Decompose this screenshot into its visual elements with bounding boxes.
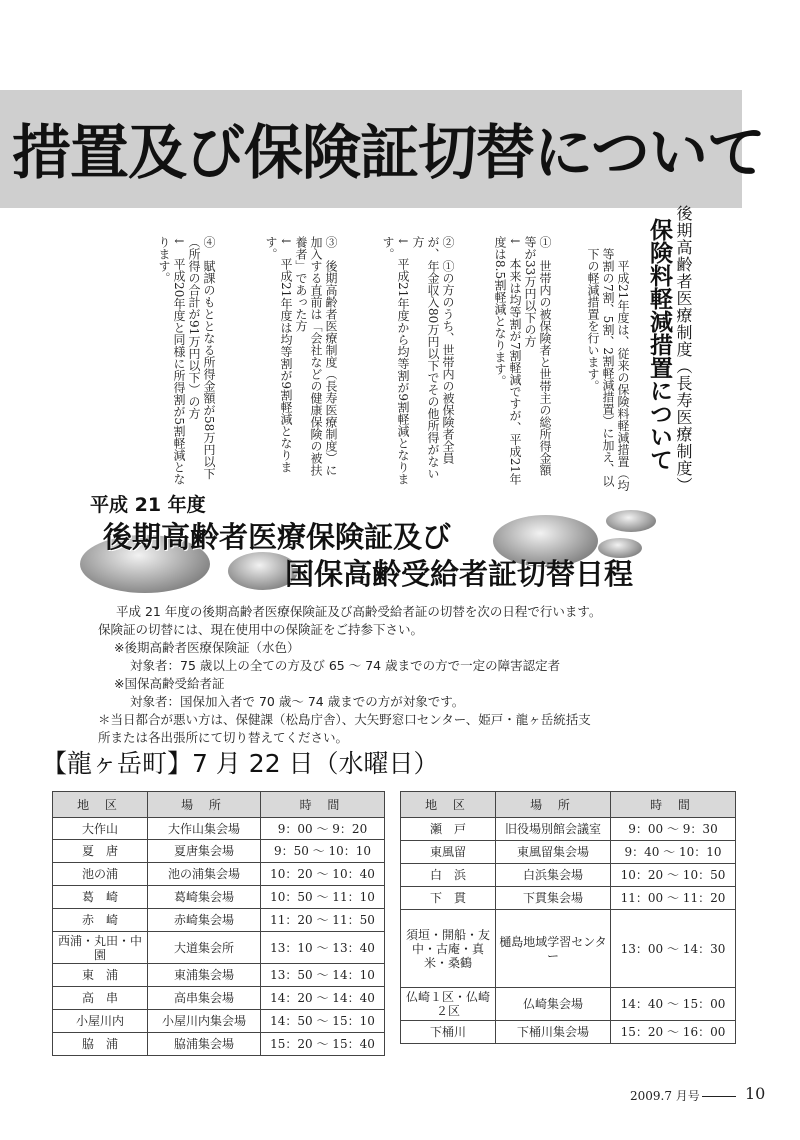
place-cell: 夏唐集会場 (148, 840, 261, 863)
time-cell: 10：50 ～ 11：10 (261, 886, 385, 909)
footer-rule (702, 1096, 736, 1097)
place-cell: 高串集会場 (148, 987, 261, 1010)
area-cell: 葛 崎 (53, 886, 148, 909)
time-cell: 13：00 ～ 14：30 (611, 910, 736, 988)
header-place: 場 所 (496, 792, 611, 818)
intro-line: 保険証の切替には、現在使用中の保険証をご持参下さい。 (98, 622, 424, 637)
area-cell: 西浦・丸田・中園 (53, 932, 148, 964)
intro-line: ※国保高齢受給者証 (114, 676, 225, 691)
place-cell: 下桶川集会場 (496, 1021, 611, 1044)
place-cell: 仏崎集会場 (496, 988, 611, 1021)
place-cell: 大道集会所 (148, 932, 261, 964)
table-row (53, 1033, 385, 1056)
table-body (401, 818, 736, 1044)
table-row (401, 1021, 736, 1044)
table-row (53, 987, 385, 1010)
time-cell: 14：20 ～ 14：40 (261, 987, 385, 1010)
time-cell: 10：20 ～ 10：50 (611, 864, 736, 887)
table-row (401, 988, 736, 1021)
reduction-item-3: ③ 後期高齢者医療制度（長寿医療制度）に加入する直前は「会社などの健康保険の被扶養者」であった方 ↓ 平成21年度は均等割が9割軽減となります。 (264, 236, 338, 476)
time-cell: 11：20 ～ 11：50 (261, 909, 385, 932)
schedule-table-right (400, 791, 736, 1044)
page-number: 10 (745, 1084, 766, 1103)
table-row (401, 864, 736, 887)
area-cell: 脇 浦 (53, 1033, 148, 1056)
area-cell: 須垣・開船・友中・古庵・真米・桑鶴 (401, 910, 496, 988)
table-row (53, 909, 385, 932)
place-cell: 下貫集会場 (496, 887, 611, 910)
time-cell: 10：20 ～ 10：40 (261, 863, 385, 886)
place-cell: 樋島地域学習センター (496, 910, 611, 988)
section-heading-sub: 後期高齢者医療制度（長寿医療制度） (674, 205, 693, 494)
area-cell: 東 浦 (53, 964, 148, 987)
area-cell: 仏崎１区・仏崎２区 (401, 988, 496, 1021)
table-row (53, 964, 385, 987)
intro-line: 対象者：国保加入者で 70 歳～ 74 歳までの方が対象です。 (130, 694, 465, 709)
place-cell: 大作山集会場 (148, 818, 261, 840)
place-cell: 旧役場別館会議室 (496, 818, 611, 841)
time-cell: 9：40 ～ 10：10 (611, 841, 736, 864)
place-cell: 赤崎集会場 (148, 909, 261, 932)
time-cell: 11：00 ～ 11：20 (611, 887, 736, 910)
table-row (401, 818, 736, 841)
place-cell: 東浦集会場 (148, 964, 261, 987)
intro-line: ※後期高齢者医療保険証（水色） (114, 640, 300, 655)
reduction-item-2: ② ①の方のうち、世帯内の被保険者全員が、年金収入80万円以下でその他所得がない方 ↓ 平成21年度から均等割が9割軽減となります。 (381, 236, 455, 485)
time-cell: 9：00 ～ 9：30 (611, 818, 736, 841)
time-cell: 15：20 ～ 16：00 (611, 1021, 736, 1044)
header-time: 時 間 (261, 792, 385, 818)
decor-ellipse (606, 510, 656, 532)
table-row (53, 1010, 385, 1033)
schedule-title-line-2: 国保高齢受給者証切替日程 (285, 557, 634, 591)
place-cell: 葛崎集会場 (148, 886, 261, 909)
intro-line: 平成 21 年度の後期高齢者医療保険証及び高齢受給者証の切替を次の日程で行います。 (116, 604, 602, 619)
intro-line: 所または各出張所にて切り替えてください。 (98, 730, 349, 745)
section-intro: 平成21年度は、従来の保険料軽減措置（均等割の7割、5割、2割軽減措置）に加え、以下の軽減措置を行います。 (586, 248, 630, 492)
page-title: 措置及び保険証切替について (12, 118, 765, 187)
reduction-item-1: ① 世帯内の被保険者と世帯主の総所得金額等が33万円以下の方 ↓ 本来は均等割が7割軽減ですが、平成21年度は8.5割軽減となります。 (493, 236, 552, 485)
area-cell: 下 貫 (401, 887, 496, 910)
schedule-intro (100, 603, 601, 747)
time-cell: 14：40 ～ 15：00 (611, 988, 736, 1021)
town-heading: 【龍ヶ岳町】7 月 22 日（水曜日） (42, 749, 439, 778)
schedule-table-left (52, 791, 385, 1056)
area-cell: 大作山 (53, 818, 148, 840)
table-row (401, 887, 736, 910)
header-area: 地 区 (53, 792, 148, 818)
table-body (53, 818, 385, 1056)
table-row (53, 932, 385, 964)
place-cell: 白浜集会場 (496, 864, 611, 887)
intro-line: 対象者：75 歳以上の全ての方及び 65 ～ 74 歳までの方で一定の障害認定者 (130, 658, 561, 673)
header-time: 時 間 (611, 792, 736, 818)
table-row (53, 886, 385, 909)
area-cell: 夏 唐 (53, 840, 148, 863)
time-cell: 13：50 ～ 14：10 (261, 964, 385, 987)
time-cell: 15：20 ～ 15：40 (261, 1033, 385, 1056)
time-cell: 13：10 ～ 13：40 (261, 932, 385, 964)
table-header-row (53, 792, 385, 818)
table-row (53, 840, 385, 863)
table-row (401, 841, 736, 864)
time-cell: 14：50 ～ 15：10 (261, 1010, 385, 1033)
area-cell: 池の浦 (53, 863, 148, 886)
issue-label: 2009.7 月号 (630, 1089, 700, 1103)
area-cell: 東風留 (401, 841, 496, 864)
schedule-title-line-1: 後期高齢者医療保険証及び (103, 520, 452, 554)
place-cell: 脇浦集会場 (148, 1033, 261, 1056)
reduction-item-4: ④ 賦課のもととなる所得金額が58万円以下（所得の合計が91万円以下）の方 ↓ 平成20年度と同様に所得割が5割軽減となります。 (157, 236, 216, 485)
place-cell: 池の浦集会場 (148, 863, 261, 886)
table-header-row (401, 792, 736, 818)
area-cell: 赤 崎 (53, 909, 148, 932)
area-cell: 小屋川内 (53, 1010, 148, 1033)
area-cell: 高 串 (53, 987, 148, 1010)
place-cell: 東風留集会場 (496, 841, 611, 864)
time-cell: 9：50 ～ 10：10 (261, 840, 385, 863)
place-cell: 小屋川内集会場 (148, 1010, 261, 1033)
table-row (53, 818, 385, 840)
area-cell: 白 浜 (401, 864, 496, 887)
table-row (401, 910, 736, 988)
intro-line: ＊当日都合が悪い方は、保健課（松島庁舎）、大矢野窓口センター、姫戸・龍ヶ岳統括支 (98, 712, 591, 727)
time-cell: 9：00 ～ 9：20 (261, 818, 385, 840)
area-cell: 瀬 戸 (401, 818, 496, 841)
header-area: 地 区 (401, 792, 496, 818)
section-heading-main: 保険料軽減措置について (646, 218, 672, 471)
header-place: 場 所 (148, 792, 261, 818)
table-row (53, 863, 385, 886)
schedule-year: 平成 21 年度 (90, 494, 206, 516)
area-cell: 下桶川 (401, 1021, 496, 1044)
